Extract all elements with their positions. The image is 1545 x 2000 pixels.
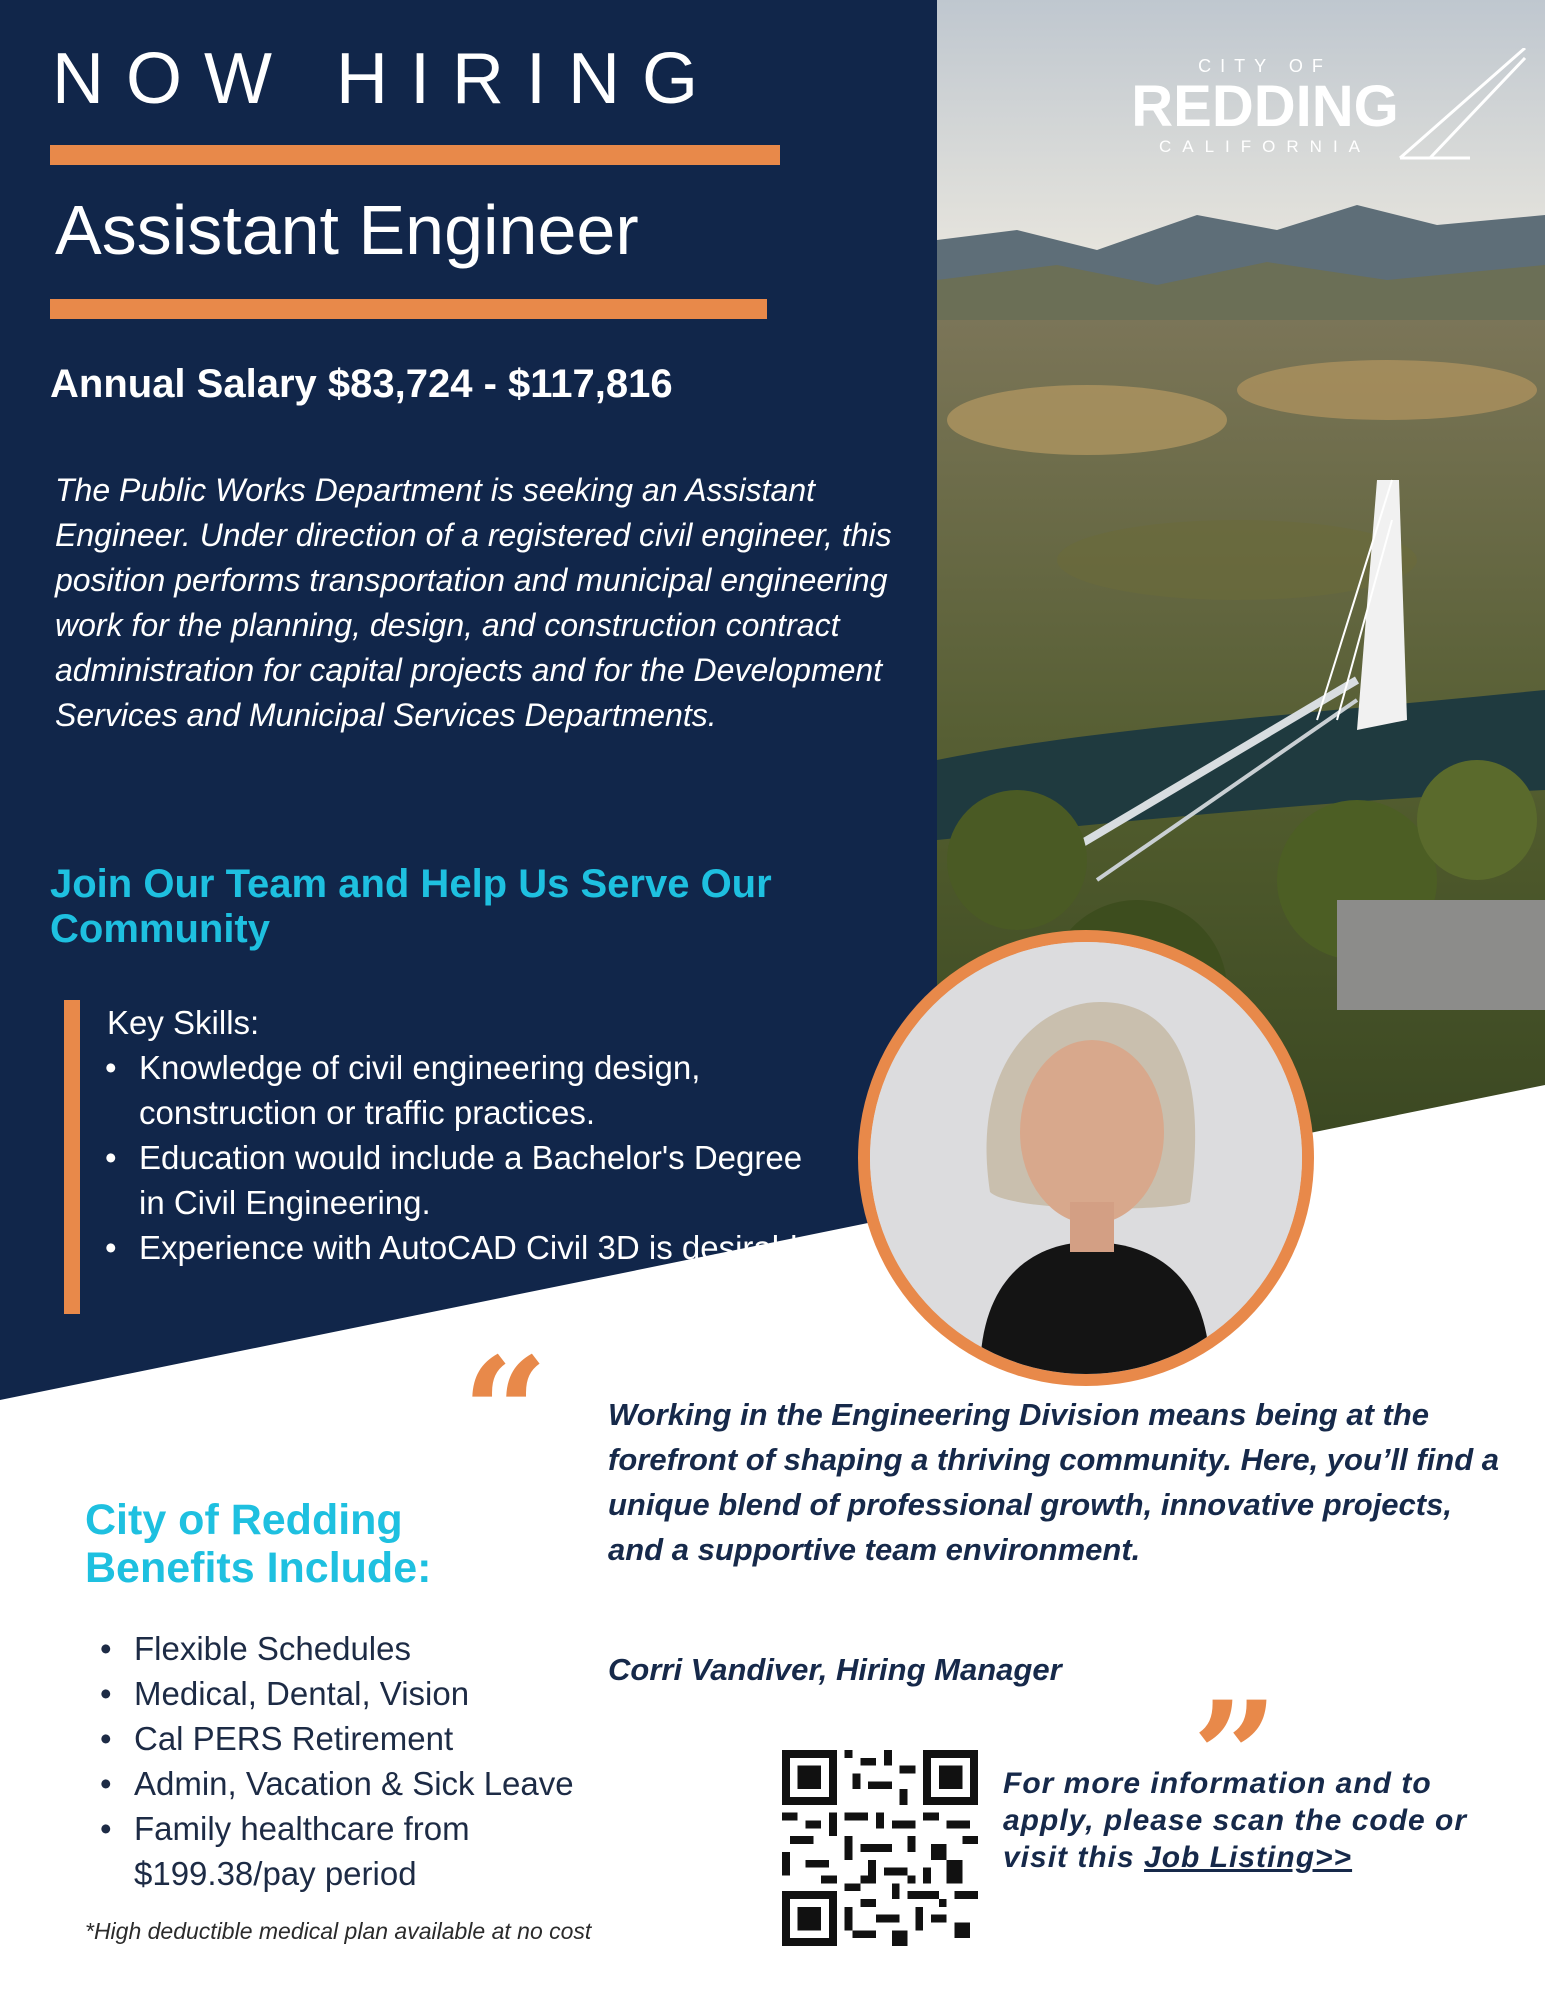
logo-california: CALIFORNIA <box>1158 137 1372 156</box>
skill-item: • Education would include a Bachelor's Degree in Civil Engineering. <box>105 1135 825 1225</box>
logo-city-of: CITY OF <box>1198 56 1332 76</box>
now-hiring-headline: NOW HIRING <box>52 39 720 119</box>
benefit-item: • Admin, Vacation & Sick Leave <box>100 1761 680 1806</box>
join-heading: Join Our Team and Help Us Serve Our Community <box>50 862 772 951</box>
benefits-footnote: *High deductible medical plan available at no cost <box>85 1918 592 1944</box>
job-description: The Public Works Department is seeking an Assistant Engineer. Under direction of a registered civil engineer, this position performs transportation and municipal engineering work for the planning, design, and construction contract administration for capital projects and for the Development Services and Municipal Services Departments. <box>55 472 892 733</box>
open-quote-icon: “ <box>462 1325 549 1501</box>
apply-text: For more information and to apply, please scan the code or visit this <box>1003 1767 1468 1874</box>
benefit-item: • Flexible Schedules <box>100 1626 680 1671</box>
skill-item: • Experience with AutoCAD Civil 3D is desirable. <box>105 1225 825 1270</box>
benefit-item: • Cal PERS Retirement <box>100 1716 680 1761</box>
logo-redding: REDDING <box>1131 74 1399 139</box>
portrait-illustration <box>870 942 1302 1374</box>
qr-code[interactable] <box>782 1750 978 1946</box>
job-title: Assistant Engineer <box>55 191 639 269</box>
close-quote-icon: ” <box>1192 1669 1279 1845</box>
testimonial-quote: Working in the Engineering Division means being at the forefront of shaping a thriving community. Here, you’ll find a unique blend of professional growth, innovative projects, and a supportive team environment. <box>608 1397 1500 1567</box>
apply-instructions <box>1003 1765 1503 1876</box>
key-skills-heading: Key Skills: <box>107 1004 260 1041</box>
benefits-list <box>100 1626 680 1896</box>
orange-divider-bottom <box>50 299 767 319</box>
city-of-redding-logo <box>1130 48 1530 168</box>
hiring-manager-portrait <box>858 930 1314 1386</box>
key-skills-section <box>105 1000 825 1270</box>
salary-range: Annual Salary $83,724 - $117,816 <box>50 362 673 406</box>
skills-accent-bar <box>64 1000 80 1314</box>
testimonial-author: Corri Vandiver, Hiring Manager <box>608 1652 1062 1687</box>
job-listing-link[interactable]: Job Listing>> <box>1144 1841 1353 1874</box>
benefits-heading: City of Redding Benefits Include: <box>85 1496 432 1592</box>
benefit-item: • Medical, Dental, Vision <box>100 1671 680 1716</box>
orange-divider-top <box>50 145 780 165</box>
skill-item: • Knowledge of civil engineering design, construction or traffic practices. <box>105 1045 825 1135</box>
benefit-item: • Family healthcare from $199.38/pay period <box>100 1806 554 1896</box>
